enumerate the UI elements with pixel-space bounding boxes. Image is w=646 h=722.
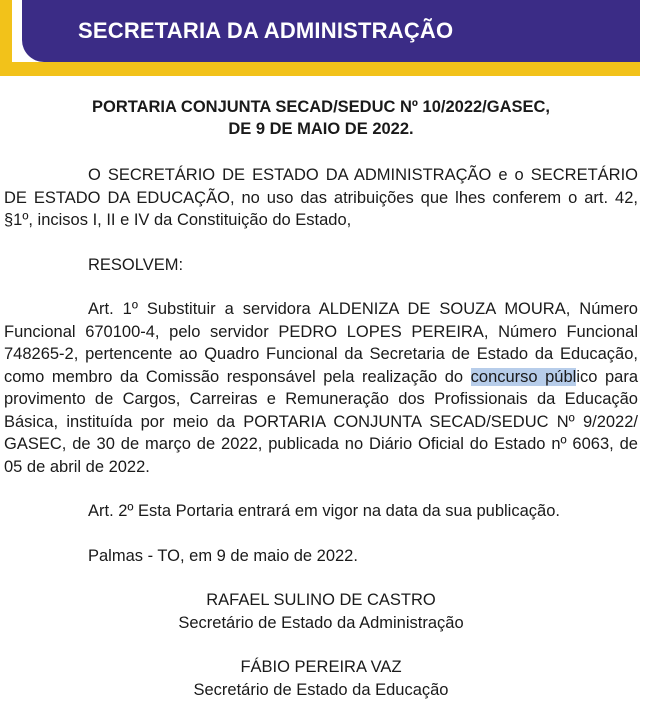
article-1-paragraph[interactable] [4,298,638,478]
section-title: SECRETARIA DA ADMINISTRAÇÃO [78,18,454,43]
article-2-paragraph[interactable]: Art. 2º Esta Portaria entrará em vigor na data da sua publicação. [88,502,560,520]
resolvem-heading: RESOLVEM: [88,255,184,274]
document-title-line2: DE 9 DE MAIO DE 2022. [228,120,414,138]
preamble-paragraph[interactable]: O SECRETÁRIO DE ESTADO DA ADMINISTRAÇÃO e o SECRETÁRIO DE ESTADO DA EDUCAÇÃO, no uso das atribuições que lhes conferem o art. 42, §1º, incisos I, II e IV da Constituição do Estado, [4,166,638,229]
selected-text-highlight[interactable]: concurso públ [470,367,577,386]
document-body [4,96,638,701]
signatory-1-role: Secretário de Estado da Administração [178,613,464,632]
place-date: Palmas - TO, em 9 de maio de 2022. [88,546,358,565]
article-1-text-start: Art. 1º Substituir a servidora ALDENIZA DE SOUZA MOURA, Número Funcional 670100-4, pelo servidor PEDRO LOPES PEREIRA, Número Funcional 748265-2, pertencente ao Quadro Funcional da Secretaria de Estado da Educação, como membro da Comissão responsável pela realização do [4,300,638,386]
article-1-text-end: ico para provimento de Cargos, Carreiras e Remuneração dos Profissionais da Educação Básica, instituída por meio da PORTARIA CONJUNTA SECAD/SEDUC Nº 9/2022/ GASEC, de 30 de março de 2022, publicada no Diário Oficial do Estado nº 6063, de 05 de abril de 2022. [4,367,639,476]
header-accent-base [0,62,640,76]
signatory-1-name: RAFAEL SULINO DE CASTRO [206,591,436,609]
document-title-line1: PORTARIA CONJUNTA SECAD/SEDUC Nº 10/2022/GASEC, [91,98,551,116]
section-header [0,0,646,76]
signatory-2-name: FÁBIO PEREIRA VAZ [240,658,402,676]
header-banner [22,0,640,62]
signatory-2-role: Secretário de Estado da Educação [193,680,449,699]
